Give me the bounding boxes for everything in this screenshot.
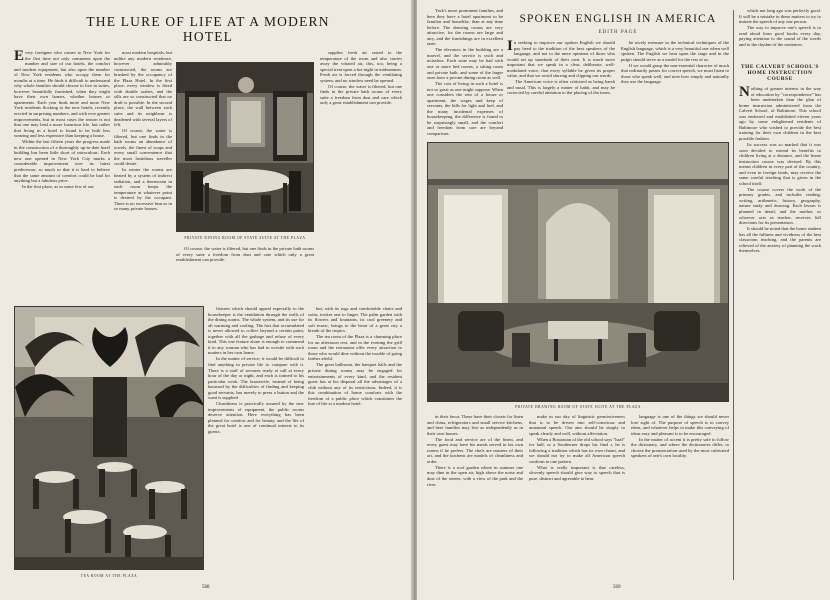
title-line-2: HOTEL [182, 29, 234, 44]
left-col-3 [320, 50, 402, 298]
tea-room-photo [14, 306, 204, 570]
drawing-room-photo [427, 142, 729, 402]
left-page-title [14, 14, 402, 44]
left-col-lower-right [308, 306, 402, 580]
body-paragraph: Of course, the water is filtered, but one finds in the private bath rooms of every suite a freedom from dust and care which only a great establishment can provide. [176, 246, 314, 263]
body-paragraph: There is a roof garden where in summer one may dine in the open air, high above the noise and dust of the streets, with a view of the park and the river. [427, 464, 523, 487]
body-paragraph: The tea room of the Plaza is a charming place for an afternoon rest, and in the evening the grill room and the restaurant offer every attraction to those who would dine without the trouble of going farther afield. [308, 334, 402, 362]
dining-room-caption: PRIVATE DINING ROOM OF STATE SUITE AT THE PLAZA [184, 236, 306, 240]
right-col-lower-left [427, 414, 523, 580]
body-paragraph: In seeking to improve our spoken English we should pay heed to the tradition of the best speakers of the language, and not to the mere opinions of those who would set up standards of their own. It is much more important that we speak in a clear, deliberate, well-modulated voice, that every syllable be given its proper value, and that we avoid slurring and clipping our words. [507, 40, 615, 79]
body-paragraph: The American voice is often criticised as being harsh and nasal. This is largely a matter of habit, and may be corrected by careful attention to the placing of the tones. [507, 79, 615, 96]
drawing-room-caption: PRIVATE DRAWING ROOM OF STATE SUITE AT THE PLAZA [514, 405, 642, 409]
body-paragraph: When a Bostonian of the old school says "haaf" for half, or a Southerner drops his final r, he is following a tradition which has its own charm, and we should not try to make all American speech conform to one pattern. [529, 436, 625, 464]
body-paragraph: in their favor. These have their closets for linen and china, refrigerators and small service kitchens, and here families may live as independently as in their own homes. [427, 414, 523, 436]
right-col-right-top [621, 40, 729, 136]
body-paragraph: Every foreigner who comes to New York for the first time not only comments upon the number and size of our hotels, the comfort and modern equipment, but also upon the number of New York residents who occupy them for months at a time. He finds it difficult to understand why whole families should choose to live in suites, however beautifully furnished, when they might have their own homes, whether houses or apartments. Each year finds more and more New York residents flocking to the new hotels, recently erected in surprising numbers, and with ever greater improvements, but in most cases the reason is not that one may lead a more luxurious life, but rather that living in a hotel is found to be both less wearing and less expensive than keeping a house. [14, 50, 110, 139]
body-paragraph: Cleanliness is practically assured by the new improvements of equipment, the public rooms deserve attention. Here everything has been planned for comfort and for beauty, and the life of the great hotel is one of continual interest to its guests. [208, 401, 304, 435]
body-paragraph: most modern hospitals, but unlike any modern residence, however admirably constructed, the rooms are brushed by the occupancy of the Plaza Hotel. In the first place, every window is fitted with double sashes, and the sills are so constructed that no draft is possible. In the second place, the wall between each suite and its neighbour is deadened with several layers of felt. [114, 50, 172, 128]
body-paragraph: Of course, the water is filtered, but one finds in the bath rooms an abundance of towels, the finest of soaps and every small convenience that the most fastidious traveller could desire. [114, 128, 172, 167]
body-paragraph: The great ballroom, the banquet halls and the private dining rooms may be engaged for entertainments of every kind, and the resident guest has at his disposal all the advantages of a club without any of its restrictions. Indeed, it is this combination of home comforts with the freedom of a public place which constitutes the lure of life at a modern hotel. [308, 362, 402, 407]
tea-room-illustration [15, 307, 204, 570]
body-paragraph: which not long ago was perfectly good. It will be a mistake in these matters to try to imitate the speech of any one person. [739, 8, 821, 25]
right-col-far-top [739, 8, 821, 60]
body-paragraph: In the first place, as in some few of our [22, 184, 94, 190]
drop-cap: N [739, 86, 750, 100]
body-paragraph: supplies fresh air raised to the temperature of the room and also carries away the vitiated air, this, too, being a special treat upon a hot night in midsummer. Fresh air is forced through the ventilating system, and no window need be opened. [320, 50, 402, 83]
left-page [0, 0, 413, 600]
body-paragraph: The elevators in the building are a marvel, and the service is swift and noiseless. Each suite may be had with one or more bed rooms, a sitting room and private bath, and some of the larger ones have a private dining room as well. [427, 47, 503, 81]
sidebar-divider [733, 10, 734, 580]
body-paragraph: Its success was so marked that it was soon decided to extend its benefits to children living at a distance, and the home instruction course was devised. By this means children in every part of the country, and even in foreign lands, may receive the same careful teaching that is given in the school itself. [739, 141, 821, 186]
body-paragraph: be nicely measure in the technical techniques of the English language, which is a very beautiful one when well spoken. The English we hear upon the stage and in the pulpit should serve as a model for the rest of us. [621, 40, 729, 62]
body-paragraph: The food and service are of the finest, and every guest may have his meals served in his own rooms if he prefers. The chefs are masters of their art, and the kitchens are models of cleanliness and order. [427, 436, 523, 464]
drop-cap: E [14, 50, 25, 64]
drop-cap: I [507, 40, 513, 54]
body-paragraph: York's more prominent families, and here they have a hotel apartment to be familiar and homelike, than at any time before. The drawing rooms are very attractive, for the rooms are large and airy, and the furnishings are in excellent taste. [427, 8, 503, 47]
right-folio: 569 [613, 585, 621, 590]
right-col-lower-right [631, 414, 729, 580]
body-paragraph: In the matter of service, it would be difficult to find anything in private life to compare with it. There is a staff of servants ready at call at every hour of the day or night, and each is trained to his particular work. The housewife, instead of being harassed by the difficulties of finding and keeping good servants, has merely to press a button and the want is supplied. [208, 356, 304, 401]
left-col-1 [14, 50, 110, 300]
calvert-sidebar-title: THE CALVERT SCHOOL'S HOME INSTRUCTION COURSE [740, 64, 820, 83]
dining-room-illustration [177, 63, 314, 232]
right-col-mid-top [507, 40, 615, 136]
body-paragraph: Of course, the water is filtered, but one finds in the private bath rooms of every suite a freedom from dust and care which only a great establishment can provide. [320, 83, 402, 106]
right-col-lower-mid [529, 414, 625, 580]
left-col-2b [176, 246, 314, 298]
body-paragraph: Within the last fifteen years the progress made in the construction of a thoroughly up-to-date hotel building has been little short of miraculous. Each new one opened in New York City marks a considerable improvement over its latest predecessor, so much so that it is hard to believe that the same amount of comfort could be had for anything but a fabulous price. [14, 139, 110, 184]
body-paragraph: make in our day of linguistic permissiveness that is to be driven into self-conscious and unnatural speech. Our aim should be simply to speak clearly and well, without affectation. [529, 414, 625, 436]
calvert-sidebar-text [739, 86, 821, 580]
right-page [417, 0, 830, 600]
body-paragraph: It should be noted that the home student has all the fullness and vividness of the best classroom teaching, and the parents are relieved of the anxiety of planning the work themselves. [739, 226, 821, 254]
body-paragraph: The course covers the work of the primary grades, and includes reading, writing, arithmetic, history, geography, nature study and drawing. Each lesson is planned in detail, and the mother, or whoever acts as teacher, receives full directions for its presentation. [739, 186, 821, 226]
right-page-byline: EDITH PAGE [598, 30, 638, 35]
body-paragraph: If we would grasp the non-essential character of much that ordinarily passes for correct speech, we must listen to those who speak well, and note how simply and naturally they use the language. [621, 62, 729, 85]
left-col-2 [114, 50, 172, 298]
drawing-room-illustration [428, 143, 729, 402]
title-line-1: THE LURE OF LIFE AT A MODERN [86, 14, 330, 29]
body-paragraph: Nothing of greater interest in the way of education by "correspondence" has been undertaken than the plan of home instruction administered from the Calvert School, of Baltimore. This school was endowed and established eleven years ago by some enlightened residents of Baltimore who wished to provide the best training for their own children in the best possible fashion. [739, 86, 821, 141]
body-paragraph: language is one of the things we should never lose sight of. The purpose of speech is to convey ideas, and whatever helps to make this conveying of ideas easy and pleasant is to be encouraged. [631, 414, 729, 436]
left-col-lower-mid [208, 306, 304, 580]
right-col-left-top [427, 8, 503, 136]
body-paragraph: fixtures which should appeal especially to the housekeeper is the ventilation through the walls of the dining rooms. The whole system, and its use for all warming and cooling. The fact that accumulated is never allowed to collect beyond a certain point, together with all the garbage and refuse of every kind. This one feature alone is enough to commend it to any woman who has had to wrestle with such matters in her own home. [208, 306, 304, 356]
body-paragraph: but, with its rugs and comfortable chairs and sofas, invites one to linger. The palm garden with its flowers and fountains, its cool greenery and soft music, brings to the heart of a great city a breath of the tropics. [308, 306, 402, 334]
body-paragraph: In the matter of accent it is pretty safe to follow the dictionary, and where the dictionaries differ, to choose the pronunciation used by the most cultivated speakers of one's own locality. [631, 436, 729, 459]
dining-room-photo [176, 62, 314, 232]
body-paragraph: The cost of living in such a hotel is not so great as one might suppose. When one considers the rent of a house or apartment, the wages and keep of servants, the bills for light and fuel, and the many incidental expenses of housekeeping, the difference is found to be surprisingly small, and the comfort and freedom from care are beyond comparison. [427, 81, 503, 136]
body-paragraph: In winter the rooms are heated by a system of indirect radiation, and a thermostat in each room keeps the temperature at whatever point is desired by the occupant. There is no excessive heat as in so many private houses. [114, 167, 172, 212]
tea-room-caption: TEA ROOM AT THE PLAZA [80, 574, 138, 578]
right-page-title: SPOKEN ENGLISH IN AMERICA [519, 13, 717, 25]
left-folio: 568 [202, 585, 210, 590]
body-paragraph: The way to improve one's speech is to read aloud from good books every day, paying attention to the sound of the words and to the rhythm of the sentences. [739, 25, 821, 47]
body-paragraph: What is really important is that careless, slovenly speech should give way to speech that is pure, distinct and agreeable to hear. [529, 464, 625, 482]
